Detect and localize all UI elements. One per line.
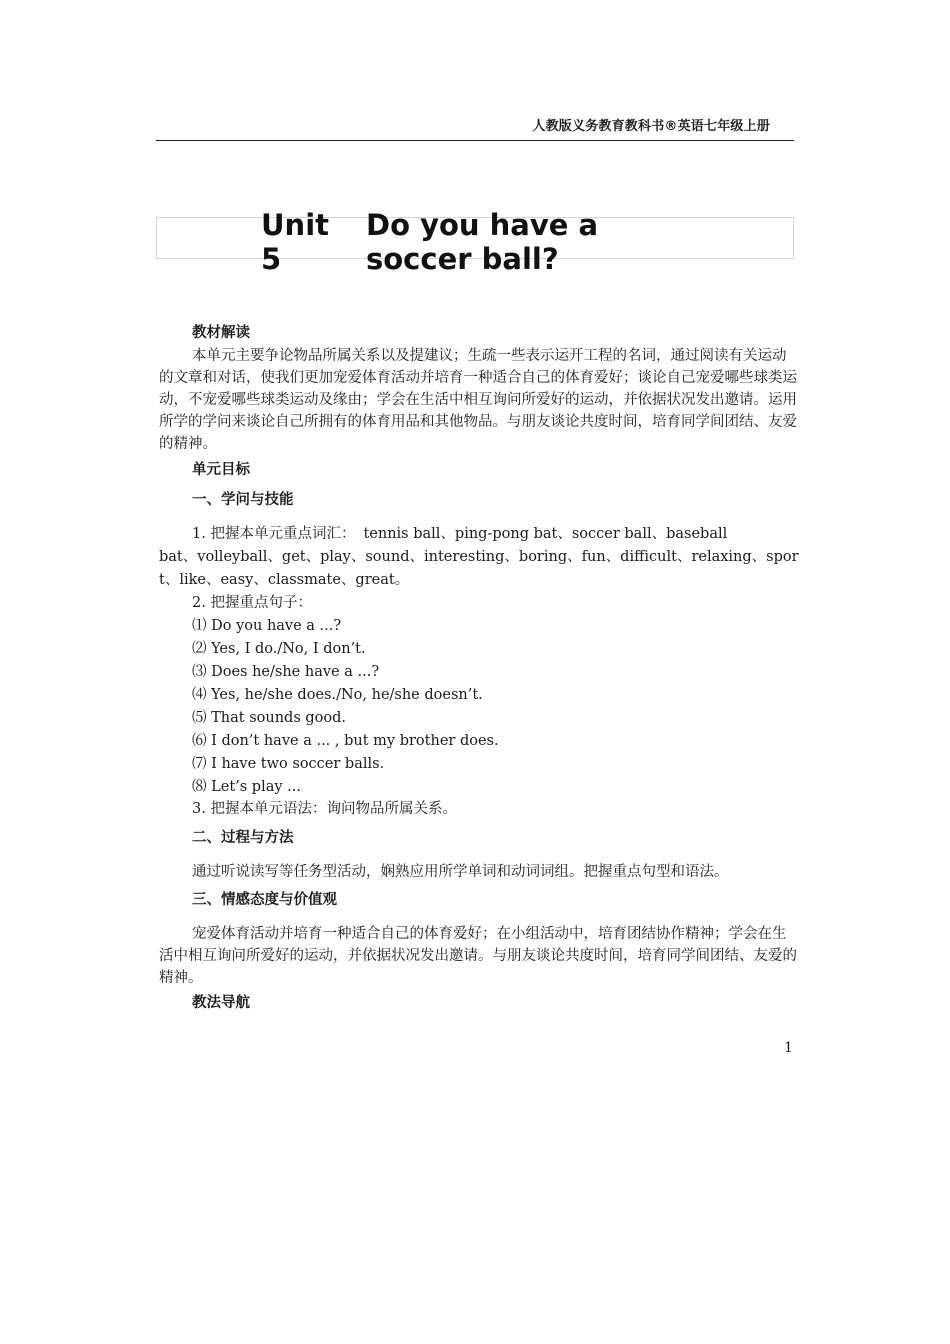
grammar-label: 3. 把握本单元语法：询问物品所属关系。	[192, 801, 457, 817]
page-number: 1	[784, 1040, 793, 1056]
sentence-item: ⑴ Do you have a ...?	[192, 618, 342, 634]
sentences-label: 2. 把握重点句子：	[192, 595, 312, 611]
sentence-item: ⑶ Does he/she have a ...?	[192, 664, 380, 680]
attitude-heading: 三、情感态度与价值观	[192, 892, 337, 908]
sentence-item: ⑹ I don’t have a ... , but my brother does.	[192, 733, 499, 749]
attitude-paragraph: 宠爱体育活动并培育一种适合自己的体育爱好；在小组活动中，培育团结协作精神；学会在生活中相互询问所爱好的运动，并依据状况发出邀请。与朋友谈论共度时间，培育同学间团结、友爱的精神。	[159, 926, 797, 986]
page-header	[156, 112, 794, 141]
sentence-item: ⑺ I have two soccer balls.	[192, 756, 385, 772]
sentence-item: ⑷ Yes, he/she does./No, he/she doesn’t.	[192, 687, 483, 703]
process-heading: 二、过程与方法	[192, 830, 294, 846]
vocab-label: 1. 把握本单元重点词汇：	[192, 526, 356, 542]
knowledge-heading: 一、学问与技能	[192, 492, 294, 508]
vocab-first: tennis ball、ping-pong bat、soccer ball、baseball	[363, 526, 728, 542]
sentence-item: ⑵ Yes, I do./No, I don’t.	[192, 641, 366, 657]
unit-title: Do you have a soccer ball?	[366, 208, 599, 276]
sentence-item: ⑻ Let’s play ...	[192, 779, 301, 795]
sentence-item: ⑸ That sounds good.	[192, 710, 347, 726]
unit-label: Unit 5	[261, 208, 329, 276]
goals-heading: 单元目标	[192, 462, 250, 478]
document-body	[159, 321, 799, 1014]
analysis-heading: 教材解读	[192, 325, 250, 341]
header-text: 人教版义务教育教科书®英语七年级上册	[532, 119, 770, 134]
process-paragraph: 通过听说读写等任务型活动，娴熟应用所学单词和动词词组。把握重点句型和语法。	[192, 864, 729, 880]
vocab-line	[192, 522, 799, 546]
method-heading: 教法导航	[192, 995, 250, 1011]
vocab-rest: bat、volleyball、get、play、sound、interesting、boring、fun、difficult、relaxing、sport、like、easy、classmate、great。	[159, 549, 799, 588]
analysis-paragraph: 本单元主要争论物品所属关系以及提建议；生疏一些表示运开工程的名词，通过阅读有关运动的文章和对话，使我们更加宠爱体育活动并培育一种适合自己的体育爱好；谈论自己宠爱哪些球类运动，不宠爱哪些球类运动及缘由；学会在生活中相互询问所爱好的运动，并依据状况发出邀请。运用所学的学问来谈论自己所拥有的体育用品和其他物品。与朋友谈论共度时间，培育同学间团结、友爱的精神。	[159, 348, 797, 452]
